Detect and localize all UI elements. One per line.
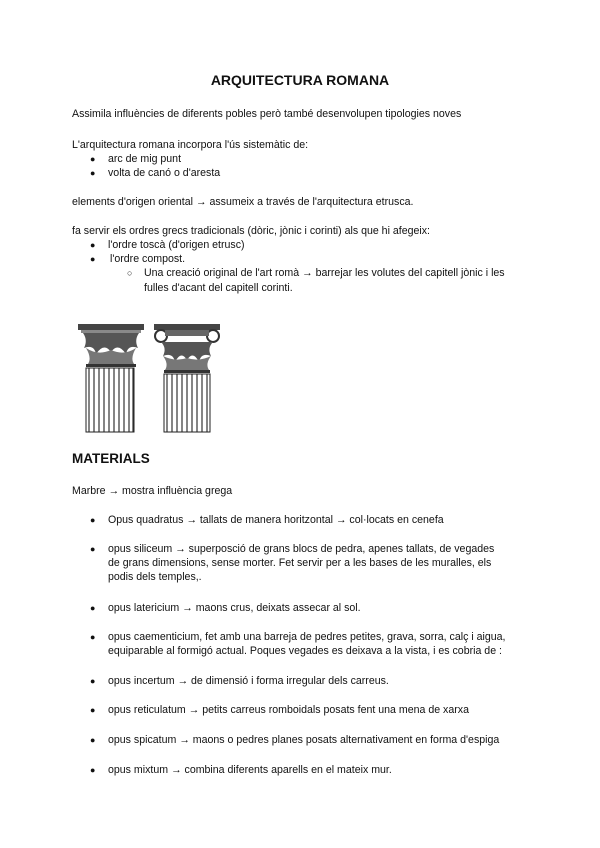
ordres-subitem-line: fulles d'acant del capitell corinti. <box>144 282 293 294</box>
marbre-text: Marbre → mostra influència grega <box>72 485 233 497</box>
ordres-subitem-line: Una creació original de l'art romà → barrejar les volutes del capitell jònic i les <box>144 267 505 279</box>
material-line: opus reticulatum → petits carreus romboidals posats fent una mena de xarxa <box>108 704 469 716</box>
bullet-icon: ● <box>90 544 96 554</box>
bullet-icon: ● <box>90 240 96 250</box>
bullet-icon: ● <box>90 632 96 642</box>
material-line: de grans dimensions, sense morter. Fet servir per a les bases de les muralles, els <box>108 557 492 569</box>
bullet-icon: ● <box>90 515 96 525</box>
intro-text: Assimila influències de diferents pobles però també desenvolupen tipologies noves <box>72 108 462 120</box>
bullet-icon: ● <box>90 676 96 686</box>
bullet-icon: ● <box>90 603 96 613</box>
materials-heading: MATERIALS <box>72 451 150 466</box>
material-line: opus spicatum → maons o pedres planes posats alternativament en forma d'espiga <box>108 734 500 746</box>
incorpora-lead: L'arquitectura romana incorpora l'ús sistemàtic de: <box>72 139 309 151</box>
bullet-icon: ● <box>90 168 96 178</box>
material-line: opus latericium → maons crus, deixats assecar al sol. <box>108 602 361 614</box>
composite-capital-image <box>151 318 223 434</box>
material-line: opus caementicium, fet amb una barreja de pedres petites, grava, sorra, calç i aigua, <box>108 631 506 643</box>
material-line: podis dels temples,. <box>108 571 202 583</box>
material-line: equiparable al formigó actual. Poques vegades es deixava a la vista, i es cobria de : <box>108 645 502 657</box>
bullet-icon: ● <box>90 765 96 775</box>
material-line: opus mixtum → combina diferents aparells en el mateix mur. <box>108 764 392 776</box>
incorpora-item: volta de canó o d'aresta <box>108 167 221 179</box>
oriental-text: elements d'origen oriental → assumeix a través de l'arquitectura etrusca. <box>72 196 414 208</box>
page-title: ARQUITECTURA ROMANA <box>210 72 390 88</box>
ordres-item: l'ordre toscà (d'origen etrusc) <box>108 239 245 251</box>
ordres-item: l'ordre compost. <box>110 253 186 265</box>
bullet-icon: ● <box>90 705 96 715</box>
bullet-icon: ● <box>90 154 96 164</box>
bullet-icon: ● <box>90 254 96 264</box>
material-line: opus siliceum → superposció de grans blocs de pedra, apenes tallats, de vegades <box>108 543 495 555</box>
circle-bullet-icon: ○ <box>127 268 133 278</box>
incorpora-item: arc de mig punt <box>108 153 182 165</box>
material-line: Opus quadratus → tallats de manera horitzontal → col·locats en cenefa <box>108 514 444 526</box>
bullet-icon: ● <box>90 735 96 745</box>
tuscan-capital-image <box>74 318 148 434</box>
material-line: opus incertum → de dimensió i forma irregular dels carreus. <box>108 675 389 687</box>
ordres-lead: fa servir els ordres grecs tradicionals (dòric, jònic i corinti) als que hi afegeix: <box>72 225 430 237</box>
